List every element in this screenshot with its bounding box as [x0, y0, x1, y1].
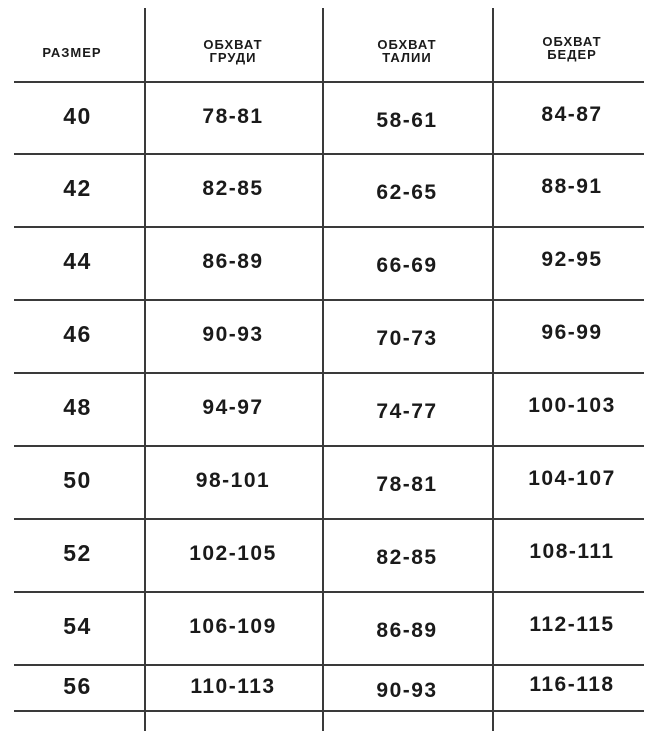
- row-divider: [14, 518, 644, 520]
- cell-hips: 88-91: [541, 175, 603, 198]
- row-divider: [14, 664, 644, 666]
- cell-size: 40: [63, 102, 92, 129]
- cell-size: 46: [63, 321, 92, 347]
- cell-waist: 82-85: [376, 546, 438, 569]
- row-divider: [14, 81, 644, 83]
- cell-hips: 108-111: [529, 540, 615, 563]
- cell-waist: 58-61: [376, 108, 438, 132]
- row-divider: [14, 372, 644, 374]
- cell-hips: 116-118: [529, 672, 615, 696]
- row-divider: [14, 299, 644, 301]
- cell-size: 42: [63, 175, 92, 201]
- header-bust: ОБХВАТ ГРУДИ: [203, 37, 263, 65]
- row-divider: [14, 591, 644, 593]
- header-size: РАЗМЕР: [42, 45, 102, 60]
- cell-bust: 78-81: [202, 104, 264, 128]
- cell-hips: 100-103: [528, 394, 616, 417]
- cell-bust: 98-101: [195, 469, 271, 492]
- cell-bust: 90-93: [202, 323, 264, 346]
- header-hips: ОБХВАТ БЕДЕР: [542, 34, 602, 62]
- cell-bust: 86-89: [202, 250, 264, 273]
- cell-waist: 90-93: [376, 678, 438, 702]
- cell-hips: 92-95: [541, 248, 603, 271]
- cell-size: 50: [63, 467, 92, 493]
- cell-size: 56: [63, 672, 92, 699]
- cell-bust: 82-85: [202, 177, 264, 200]
- cell-size: 44: [63, 248, 92, 274]
- cell-bust: 94-97: [202, 396, 264, 419]
- cell-waist: 62-65: [376, 181, 438, 204]
- cell-size: 48: [63, 394, 92, 420]
- cell-waist: 86-89: [376, 619, 438, 642]
- header-waist: ОБХВАТ ТАЛИИ: [377, 37, 437, 65]
- cell-waist: 74-77: [376, 400, 438, 423]
- cell-waist: 70-73: [376, 327, 438, 350]
- cell-hips: 84-87: [541, 102, 603, 126]
- cell-size: 52: [63, 540, 92, 566]
- cell-bust: 102-105: [189, 542, 277, 565]
- cell-hips: 96-99: [541, 321, 603, 344]
- row-divider: [14, 710, 644, 712]
- cell-waist: 78-81: [376, 473, 438, 496]
- row-divider: [14, 445, 644, 447]
- cell-hips: 104-107: [528, 467, 616, 490]
- row-divider: [14, 153, 644, 155]
- cell-hips: 112-115: [529, 613, 615, 636]
- cell-size: 54: [63, 613, 92, 639]
- cell-bust: 110-113: [190, 674, 276, 698]
- cell-waist: 66-69: [376, 254, 438, 277]
- row-divider: [14, 226, 644, 228]
- cell-bust: 106-109: [189, 615, 277, 638]
